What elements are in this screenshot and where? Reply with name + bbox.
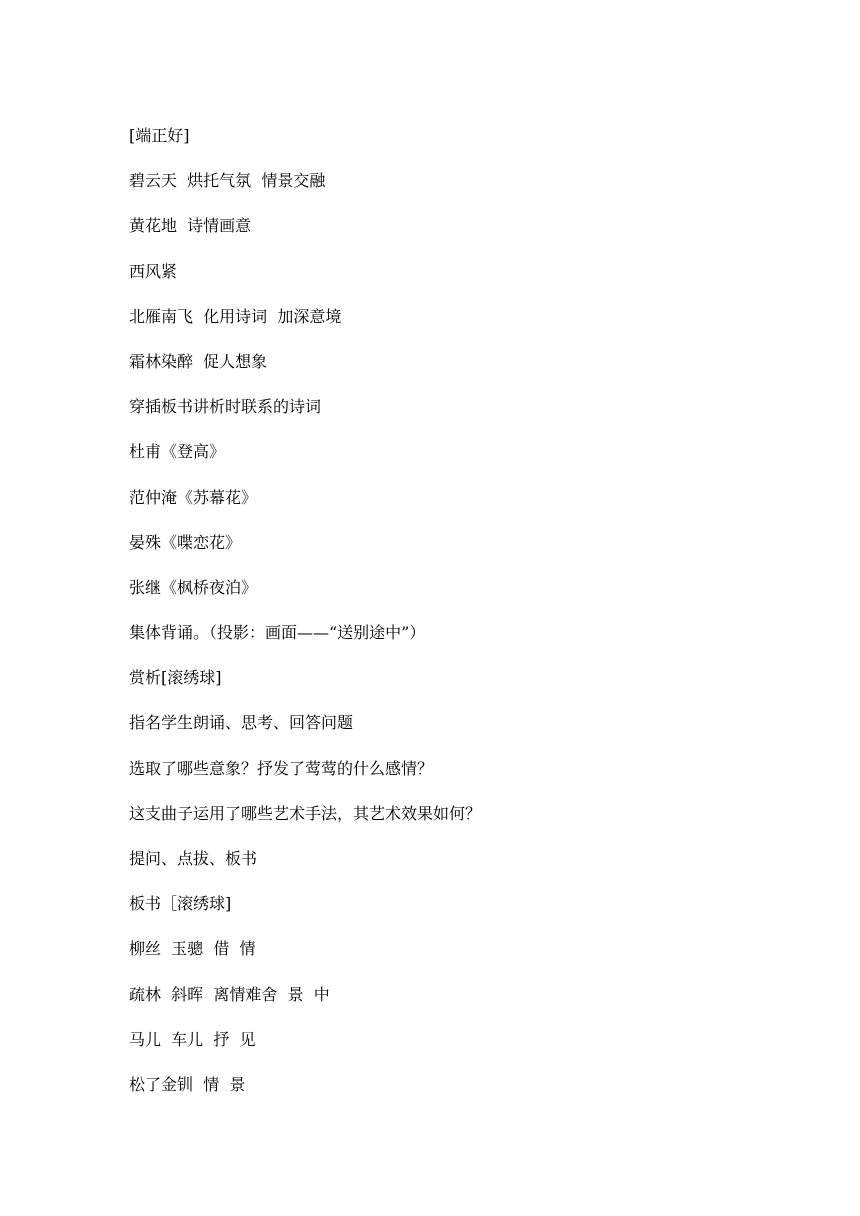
board-notes-line: 马儿 车儿 抒 见 bbox=[129, 1029, 256, 1049]
text-line: 集体背诵。（投影：画面——“送别途中”） bbox=[129, 623, 426, 643]
text-line: 西风紧 bbox=[129, 261, 178, 281]
poem-reference: 范仲淹《苏幕花》 bbox=[129, 487, 258, 507]
board-notes-line: 松了金钏 情 景 bbox=[129, 1074, 246, 1094]
text-line: 霜林染醉 促人想象 bbox=[129, 351, 268, 371]
question-line: 这支曲子运用了哪些艺术手法，其艺术效果如何？ bbox=[129, 803, 482, 823]
text-line: 穿插板书讲析时联系的诗词 bbox=[129, 397, 322, 417]
text-line: 提问、点拔、板书 bbox=[129, 849, 258, 868]
document-body bbox=[129, 124, 769, 1118]
text-line: 黄花地 诗情画意 bbox=[129, 216, 252, 236]
board-notes-heading: 板书［滚绣球] bbox=[129, 894, 232, 914]
section-heading-duanzhenghao: [端正好] bbox=[129, 126, 190, 145]
poem-reference: 杜甫《登高》 bbox=[129, 442, 226, 462]
poem-reference: 张继《枫桥夜泊》 bbox=[129, 577, 258, 597]
text-line: 北雁南飞 化用诗词 加深意境 bbox=[129, 306, 342, 326]
question-line: 选取了哪些意象？抒发了莺莺的什么感情？ bbox=[129, 758, 434, 778]
poem-reference: 晏殊《喋恋花》 bbox=[129, 532, 242, 552]
text-line: 碧云天 烘托气氛 情景交融 bbox=[129, 171, 326, 191]
section-heading-gunxiuqiu: 赏析[滚绣球] bbox=[129, 668, 222, 688]
board-notes-line: 柳丝 玉骢 借 情 bbox=[129, 939, 256, 959]
text-line: 指名学生朗诵、思考、回答问题 bbox=[129, 713, 354, 733]
board-notes-line: 疏林 斜晖 离情难舍 景 中 bbox=[129, 984, 330, 1004]
